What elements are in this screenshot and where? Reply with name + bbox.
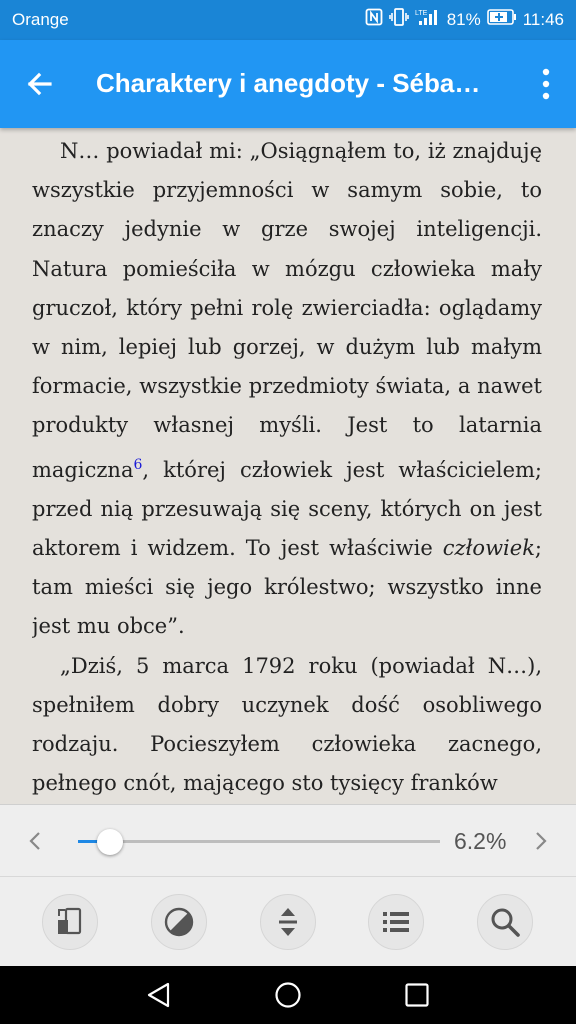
arrow-left-icon[interactable] (20, 64, 60, 104)
progress-bar-area (0, 804, 576, 877)
paragraph (32, 647, 542, 804)
system-nav-bar (0, 966, 576, 1024)
contrast-icon[interactable] (151, 894, 207, 950)
paragraph-text: ; tam mieści się jego królestwo; wszystko inne jest mu obce”. (32, 536, 542, 639)
svg-text:LTE: LTE (414, 10, 428, 17)
nfc-icon (365, 8, 383, 31)
progress-percent: 6.2% (454, 828, 507, 854)
battery-percent: 81% (446, 9, 481, 29)
recents-square-icon[interactable] (402, 980, 432, 1014)
battery-charging-icon (487, 9, 517, 30)
book-text[interactable] (32, 128, 542, 804)
book-title: Charaktery i anegdoty - Séba… (96, 68, 481, 98)
paragraph-text: „Dziś, 5 marca 1792 roku (powiadał N…), spełniłem dobry uczynek dość osobliwego rodzaju. Pocieszyłem człowieka zacnego, pełnego cnót, mającego sto tysięcy franków (32, 653, 542, 796)
more-vert-icon[interactable] (538, 66, 554, 102)
search-icon[interactable] (477, 894, 533, 950)
rotate-screen-icon[interactable] (42, 894, 98, 950)
vibrate-icon (389, 8, 409, 31)
status-bar (0, 0, 576, 40)
footnote-link[interactable]: 6 (133, 456, 143, 473)
progress-track[interactable] (78, 840, 440, 843)
paragraph-text: , której człowiek jest właścicielem; przed nią przesuwają się sceny, których on jest aktorem i widzem. To jest właściwie (32, 457, 542, 561)
back-triangle-icon[interactable] (144, 980, 174, 1014)
chevron-left-icon[interactable] (24, 827, 48, 859)
app-bar (0, 40, 576, 128)
chevron-right-icon[interactable] (528, 827, 552, 859)
home-circle-icon[interactable] (273, 980, 303, 1014)
progress-thumb[interactable] (97, 829, 123, 855)
status-icons (365, 8, 564, 31)
line-spacing-icon[interactable] (260, 894, 316, 950)
paragraph-text: N… powiadał mi: „Osiągnąłem to, iż znajduję wszystkie przyjemności w samym sobie, to znaczy jedynie w grze swojej inteligencji. Natura pomieściła w mózgu człowieka mały gruczoł, który pełni rolę zwierciadła: oglądamy w nim, lepiej lub gorzej, w dużym lub małym formacie, wszystkie przedmioty świata, a nawet produkty własnej myśli. Jest to latarnia magiczna (32, 139, 542, 482)
reader-toolbar (0, 876, 576, 967)
paragraph (32, 128, 542, 647)
lte-icon (415, 8, 441, 31)
contents-list-icon[interactable] (368, 894, 424, 950)
clock: 11:46 (522, 9, 564, 29)
emphasis-text: człowiek (442, 536, 535, 561)
carrier-name: Orange (12, 10, 69, 29)
